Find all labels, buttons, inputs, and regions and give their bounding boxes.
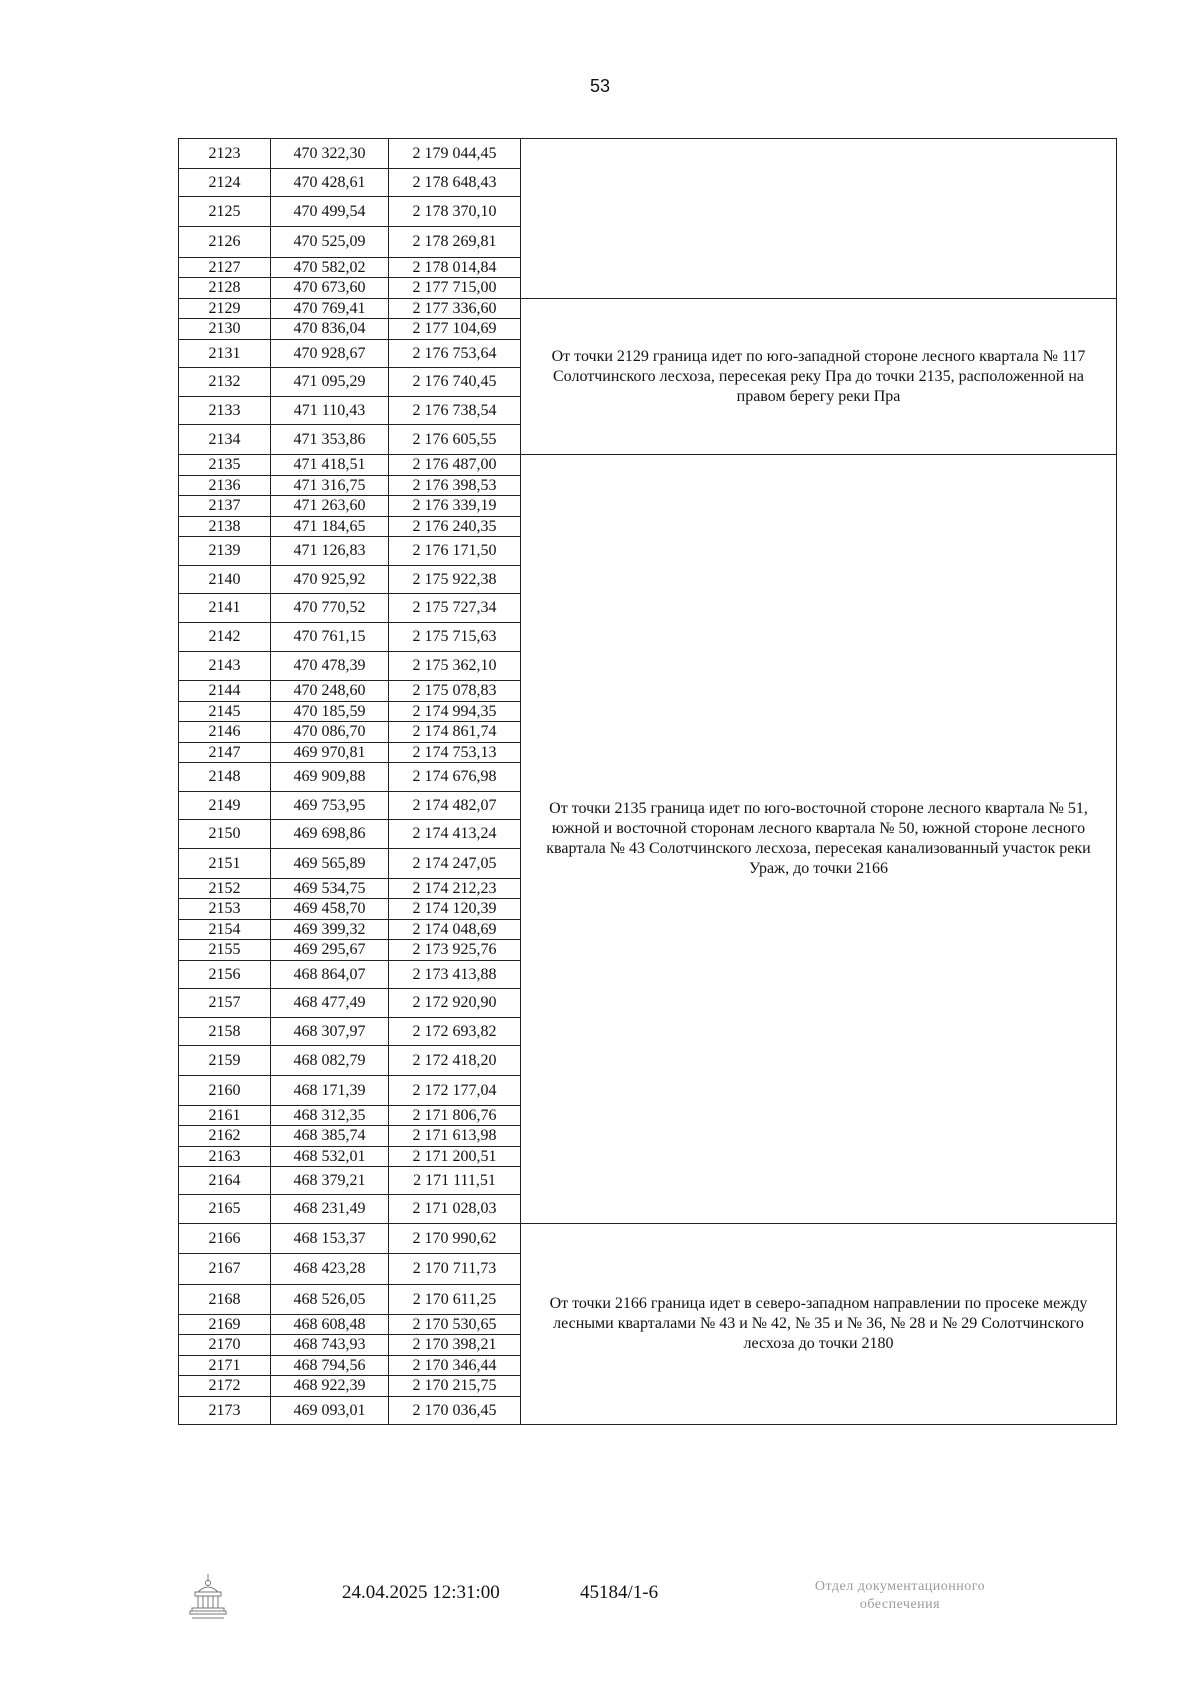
- y-coordinate-cell: 2 170 398,21: [389, 1335, 521, 1356]
- x-coordinate-cell: 468 423,28: [271, 1254, 389, 1285]
- y-coordinate-cell: 2 177 336,60: [389, 299, 521, 319]
- x-coordinate-cell: 470 525,09: [271, 227, 389, 258]
- x-coordinate-cell: 470 478,39: [271, 652, 389, 681]
- point-number-cell: 2166: [179, 1224, 271, 1254]
- x-coordinate-cell: 470 836,04: [271, 319, 389, 340]
- point-number-cell: 2156: [179, 961, 271, 989]
- y-coordinate-cell: 2 170 036,45: [389, 1397, 521, 1425]
- point-number-cell: 2150: [179, 820, 271, 849]
- x-coordinate-cell: 471 184,65: [271, 517, 389, 537]
- point-number-cell: 2138: [179, 517, 271, 537]
- point-number-cell: 2132: [179, 368, 271, 397]
- y-coordinate-cell: 2 174 861,74: [389, 722, 521, 743]
- point-number-cell: 2173: [179, 1397, 271, 1425]
- point-number-cell: 2168: [179, 1285, 271, 1315]
- y-coordinate-cell: 2 170 346,44: [389, 1356, 521, 1376]
- y-coordinate-cell: 2 170 611,25: [389, 1285, 521, 1315]
- x-coordinate-cell: 468 922,39: [271, 1376, 389, 1397]
- y-coordinate-cell: 2 176 487,00: [389, 455, 521, 476]
- y-coordinate-cell: 2 175 922,38: [389, 566, 521, 594]
- point-number-cell: 2143: [179, 652, 271, 681]
- point-number-cell: 2163: [179, 1147, 271, 1167]
- x-coordinate-cell: 469 399,32: [271, 920, 389, 940]
- y-coordinate-cell: 2 172 418,20: [389, 1046, 521, 1076]
- x-coordinate-cell: 468 153,37: [271, 1224, 389, 1254]
- x-coordinate-cell: 468 526,05: [271, 1285, 389, 1315]
- y-coordinate-cell: 2 178 648,43: [389, 169, 521, 197]
- x-coordinate-cell: 471 263,60: [271, 496, 389, 517]
- y-coordinate-cell: 2 178 014,84: [389, 258, 521, 278]
- y-coordinate-cell: 2 174 994,35: [389, 702, 521, 722]
- point-number-cell: 2146: [179, 722, 271, 743]
- footer-document-number: 45184/1-6: [580, 1582, 659, 1603]
- y-coordinate-cell: 2 174 120,39: [389, 899, 521, 920]
- y-coordinate-cell: 2 174 212,23: [389, 879, 521, 899]
- y-coordinate-cell: 2 176 753,64: [389, 340, 521, 368]
- y-coordinate-cell: 2 177 715,00: [389, 278, 521, 299]
- y-coordinate-cell: 2 171 806,76: [389, 1106, 521, 1126]
- point-number-cell: 2133: [179, 397, 271, 425]
- point-number-cell: 2141: [179, 594, 271, 623]
- y-coordinate-cell: 2 176 398,53: [389, 476, 521, 496]
- table-row: [179, 455, 1117, 476]
- y-coordinate-cell: 2 175 715,63: [389, 623, 521, 652]
- y-coordinate-cell: 2 173 925,76: [389, 940, 521, 961]
- point-number-cell: 2160: [179, 1076, 271, 1106]
- point-number-cell: 2144: [179, 681, 271, 702]
- point-number-cell: 2123: [179, 139, 271, 169]
- x-coordinate-cell: 468 532,01: [271, 1147, 389, 1167]
- x-coordinate-cell: 470 582,02: [271, 258, 389, 278]
- y-coordinate-cell: 2 175 727,34: [389, 594, 521, 623]
- y-coordinate-cell: 2 174 676,98: [389, 763, 521, 792]
- boundary-description-cell: От точки 2166 граница идет в северо-западном направлении по просеке между лесными кварталами № 43 и № 42, № 35 и № 36, № 28 и № 29 Солотчинского лесхоза до точки 2180: [521, 1224, 1117, 1425]
- point-number-cell: 2170: [179, 1335, 271, 1356]
- x-coordinate-cell: 470 769,41: [271, 299, 389, 319]
- x-coordinate-cell: 468 477,49: [271, 989, 389, 1018]
- coordinates-table-body: [179, 139, 1117, 1425]
- footer-department-stamp: [760, 1578, 1040, 1614]
- page-number: 53: [589, 76, 611, 96]
- y-coordinate-cell: 2 175 078,83: [389, 681, 521, 702]
- point-number-cell: 2136: [179, 476, 271, 496]
- point-number-cell: 2164: [179, 1167, 271, 1195]
- x-coordinate-cell: 468 608,48: [271, 1315, 389, 1335]
- x-coordinate-cell: 469 534,75: [271, 879, 389, 899]
- point-number-cell: 2135: [179, 455, 271, 476]
- point-number-cell: 2162: [179, 1126, 271, 1147]
- y-coordinate-cell: 2 171 028,03: [389, 1195, 521, 1224]
- x-coordinate-cell: 468 794,56: [271, 1356, 389, 1376]
- x-coordinate-cell: 470 761,15: [271, 623, 389, 652]
- y-coordinate-cell: 2 176 738,54: [389, 397, 521, 425]
- point-number-cell: 2129: [179, 299, 271, 319]
- x-coordinate-cell: 470 770,52: [271, 594, 389, 623]
- x-coordinate-cell: 471 353,86: [271, 425, 389, 455]
- point-number-cell: 2169: [179, 1315, 271, 1335]
- x-coordinate-cell: 469 698,86: [271, 820, 389, 849]
- x-coordinate-cell: 471 418,51: [271, 455, 389, 476]
- x-coordinate-cell: 468 231,49: [271, 1195, 389, 1224]
- x-coordinate-cell: 469 295,67: [271, 940, 389, 961]
- y-coordinate-cell: 2 177 104,69: [389, 319, 521, 340]
- y-coordinate-cell: 2 171 200,51: [389, 1147, 521, 1167]
- y-coordinate-cell: 2 171 111,51: [389, 1167, 521, 1195]
- point-number-cell: 2158: [179, 1018, 271, 1046]
- x-coordinate-cell: 468 171,39: [271, 1076, 389, 1106]
- table-row: [179, 139, 1117, 169]
- point-number-cell: 2171: [179, 1356, 271, 1376]
- x-coordinate-cell: 470 673,60: [271, 278, 389, 299]
- point-number-cell: 2152: [179, 879, 271, 899]
- boundary-description-cell: [521, 139, 1117, 299]
- point-number-cell: 2142: [179, 623, 271, 652]
- y-coordinate-cell: 2 178 370,10: [389, 197, 521, 227]
- boundary-description-cell: От точки 2129 граница идет по юго-западной стороне лесного квартала № 117 Солотчинского лесхоза, пересекая реку Пра до точки 2135, расположенной на правом берегу реки Пра: [521, 299, 1117, 455]
- point-number-cell: 2128: [179, 278, 271, 299]
- y-coordinate-cell: 2 170 215,75: [389, 1376, 521, 1397]
- x-coordinate-cell: 468 307,97: [271, 1018, 389, 1046]
- point-number-cell: 2165: [179, 1195, 271, 1224]
- duma-emblem-icon: [186, 1572, 230, 1622]
- y-coordinate-cell: 2 173 413,88: [389, 961, 521, 989]
- point-number-cell: 2148: [179, 763, 271, 792]
- boundary-description-cell: От точки 2135 граница идет по юго-восточной стороне лесного квартала № 51, южной и восточной сторонам лесного квартала № 50, южной стороне лесного квартала № 43 Солотчинского лесхоза, пересекая канализованный участок реки Ураж, до точки 2166: [521, 455, 1117, 1224]
- x-coordinate-cell: 468 082,79: [271, 1046, 389, 1076]
- y-coordinate-cell: 2 170 990,62: [389, 1224, 521, 1254]
- point-number-cell: 2172: [179, 1376, 271, 1397]
- x-coordinate-cell: 471 095,29: [271, 368, 389, 397]
- point-number-cell: 2145: [179, 702, 271, 722]
- point-number-cell: 2159: [179, 1046, 271, 1076]
- y-coordinate-cell: 2 174 753,13: [389, 743, 521, 763]
- point-number-cell: 2147: [179, 743, 271, 763]
- x-coordinate-cell: 468 379,21: [271, 1167, 389, 1195]
- point-number-cell: 2124: [179, 169, 271, 197]
- point-number-cell: 2125: [179, 197, 271, 227]
- x-coordinate-cell: 468 312,35: [271, 1106, 389, 1126]
- x-coordinate-cell: 470 928,67: [271, 340, 389, 368]
- x-coordinate-cell: 469 909,88: [271, 763, 389, 792]
- x-coordinate-cell: 469 970,81: [271, 743, 389, 763]
- y-coordinate-cell: 2 170 530,65: [389, 1315, 521, 1335]
- x-coordinate-cell: 470 499,54: [271, 197, 389, 227]
- x-coordinate-cell: 468 385,74: [271, 1126, 389, 1147]
- point-number-cell: 2139: [179, 537, 271, 566]
- y-coordinate-cell: 2 176 605,55: [389, 425, 521, 455]
- x-coordinate-cell: 470 248,60: [271, 681, 389, 702]
- point-number-cell: 2161: [179, 1106, 271, 1126]
- y-coordinate-cell: 2 172 177,04: [389, 1076, 521, 1106]
- point-number-cell: 2167: [179, 1254, 271, 1285]
- x-coordinate-cell: 470 428,61: [271, 169, 389, 197]
- y-coordinate-cell: 2 174 247,05: [389, 849, 521, 879]
- y-coordinate-cell: 2 174 413,24: [389, 820, 521, 849]
- y-coordinate-cell: 2 172 920,90: [389, 989, 521, 1018]
- y-coordinate-cell: 2 176 240,35: [389, 517, 521, 537]
- point-number-cell: 2131: [179, 340, 271, 368]
- stamp-line-1: Отдел документационного: [814, 1579, 986, 1594]
- y-coordinate-cell: 2 174 048,69: [389, 920, 521, 940]
- x-coordinate-cell: 471 110,43: [271, 397, 389, 425]
- x-coordinate-cell: 468 864,07: [271, 961, 389, 989]
- point-number-cell: 2155: [179, 940, 271, 961]
- x-coordinate-cell: 469 458,70: [271, 899, 389, 920]
- coordinates-table: [178, 138, 1117, 1425]
- point-number-cell: 2153: [179, 899, 271, 920]
- y-coordinate-cell: 2 172 693,82: [389, 1018, 521, 1046]
- table-row: [179, 299, 1117, 319]
- point-number-cell: 2127: [179, 258, 271, 278]
- point-number-cell: 2149: [179, 792, 271, 820]
- point-number-cell: 2130: [179, 319, 271, 340]
- y-coordinate-cell: 2 176 740,45: [389, 368, 521, 397]
- point-number-cell: 2134: [179, 425, 271, 455]
- x-coordinate-cell: 471 126,83: [271, 537, 389, 566]
- point-number-cell: 2126: [179, 227, 271, 258]
- x-coordinate-cell: 469 753,95: [271, 792, 389, 820]
- y-coordinate-cell: 2 176 339,19: [389, 496, 521, 517]
- y-coordinate-cell: 2 176 171,50: [389, 537, 521, 566]
- x-coordinate-cell: 470 322,30: [271, 139, 389, 169]
- y-coordinate-cell: 2 170 711,73: [389, 1254, 521, 1285]
- y-coordinate-cell: 2 179 044,45: [389, 139, 521, 169]
- x-coordinate-cell: 471 316,75: [271, 476, 389, 496]
- point-number-cell: 2151: [179, 849, 271, 879]
- point-number-cell: 2137: [179, 496, 271, 517]
- x-coordinate-cell: 470 086,70: [271, 722, 389, 743]
- x-coordinate-cell: 469 093,01: [271, 1397, 389, 1425]
- x-coordinate-cell: 469 565,89: [271, 849, 389, 879]
- y-coordinate-cell: 2 171 613,98: [389, 1126, 521, 1147]
- x-coordinate-cell: 470 925,92: [271, 566, 389, 594]
- y-coordinate-cell: 2 174 482,07: [389, 792, 521, 820]
- table-row: [179, 1224, 1117, 1254]
- y-coordinate-cell: 2 178 269,81: [389, 227, 521, 258]
- x-coordinate-cell: 470 185,59: [271, 702, 389, 722]
- stamp-line-2: обеспечения: [859, 1597, 941, 1612]
- point-number-cell: 2154: [179, 920, 271, 940]
- point-number-cell: 2140: [179, 566, 271, 594]
- point-number-cell: 2157: [179, 989, 271, 1018]
- footer-datetime: 24.04.2025 12:31:00: [342, 1582, 500, 1603]
- x-coordinate-cell: 468 743,93: [271, 1335, 389, 1356]
- y-coordinate-cell: 2 175 362,10: [389, 652, 521, 681]
